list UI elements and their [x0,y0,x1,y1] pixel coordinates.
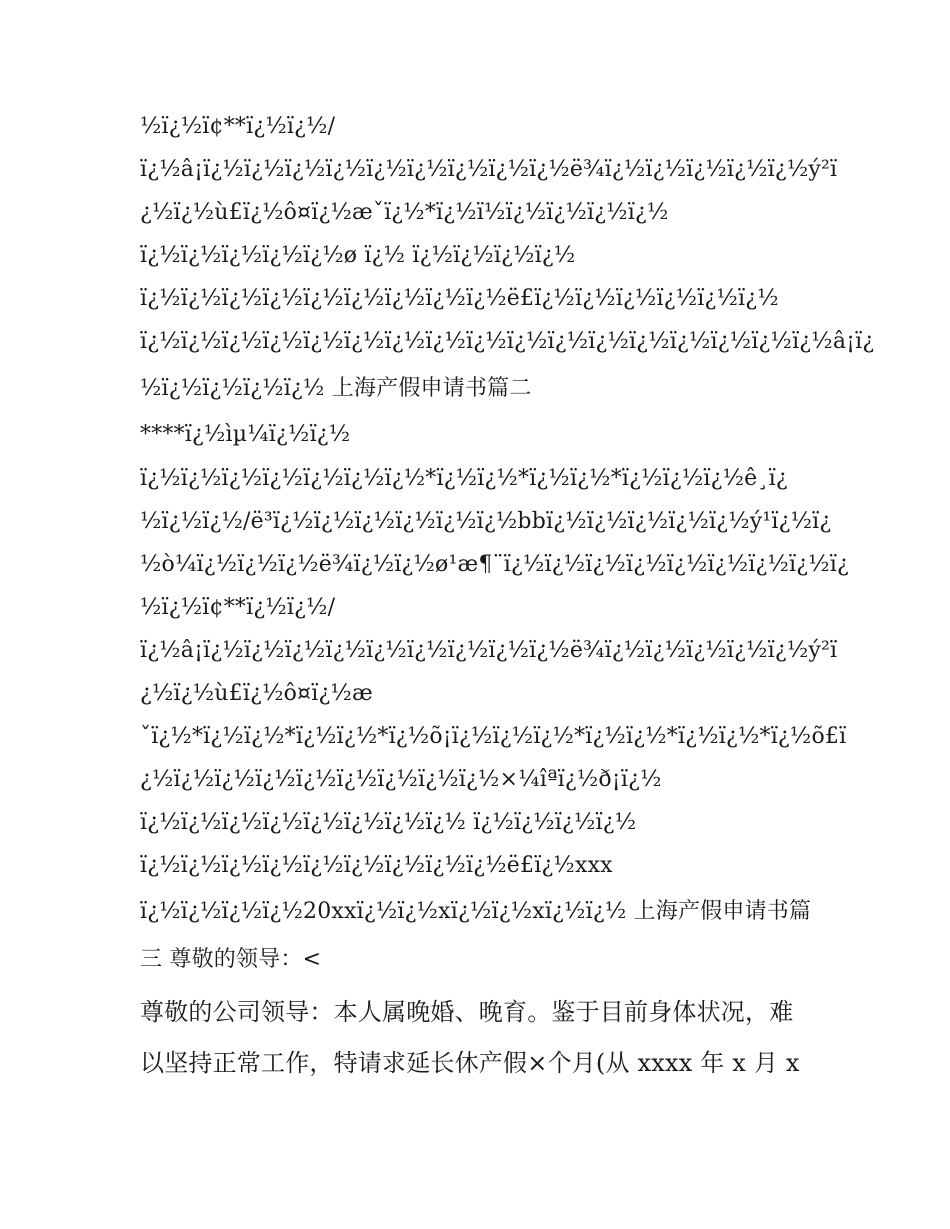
text-line: ï¿½â¡ï¿½ï¿½ï¿½ï¿½ï¿½ï¿½ï¿½ï¿½ï¿½ë¾ï¿½ï¿½ï¿½ï¿½ï¿½ý²ï [140,157,838,182]
text-line: ˇï¿½*ï¿½ï¿½*ï¿½ï¿½*ï¿½õ¡ï¿½ï¿½ï¿½*ï¿½ï¿½*ï¿½ï¿½*ï¿½õ£ï [140,724,847,749]
text-line: ¿½ï¿½ù£ï¿½ô¤ï¿½æˇï¿½*ï¿½ï½ï¿½ï¿½ï¿½ï¿½ [140,200,669,225]
text-line: ½ò¼ï¿½ï¿½ï¿½ë¾ï¿½ï¿½ø¹æ¶¨ï¿½ï¿½ï¿½ï¿½ï¿½ï¿½ï¿½ï¿½ï¿ [140,552,850,577]
text-line: ï¿½ï¿½ï¿½ï¿½ï¿½ï¿½ï¿½ï¿½ ï¿½ï¿½ï¿½ï¿½ [140,810,637,835]
text-line: 三 尊敬的领导：< [140,947,322,972]
text-line: ï¿½ï¿½ï¿½ï¿½ï¿½ï¿½ï¿½ï¿½ï¿½ë£ï¿½ï¿½ï¿½ï¿½ï¿½ï¿½ [140,286,779,311]
text-line: 尊敬的公司领导：本人属晚婚、晚育。鉴于目前身体状况，难 [140,998,794,1026]
text-line: ï¿½ï¿½ï¿½ï¿½20xxï¿½ï¿½xï¿½ï¿½xï¿½ï¿½ 上海产假申请书篇 [140,899,812,924]
text-line: ï¿½ï¿½ï¿½ï¿½ï¿½ï¿½ï¿½ï¿½ï¿½ï¿½ï¿½ï¿½ï¿½ï¿½ï¿½ï¿½ï¿½â¡ï¿ [140,329,875,354]
text-line: ****ï¿½ìµ¼ï¿½ï¿½ [140,422,351,447]
text-line: ï¿½ï¿½ï¿½ï¿½ï¿½ï¿½ï¿½ï¿½ï¿½ë£ï¿½xxx [140,853,613,878]
text-line: ï¿½ï¿½ï¿½ï¿½ï¿½ø ï¿½ ï¿½ï¿½ï¿½ï¿½ [140,243,576,268]
text-line: 以坚持正常工作，特请求延长休产假×个月(从 xxxx 年 x 月 x [140,1049,800,1077]
text-line: ï¿½ï¿½ï¿½ï¿½ï¿½ï¿½ï¿½*ï¿½ï¿½*ï¿½ï¿½*ï¿½ï¿½ï¿½ê¸ï¿ [140,466,788,491]
text-line: ¿½ï¿½ù£ï¿½ô¤ï¿½æ [140,681,373,706]
text-line: ï¿½â¡ï¿½ï¿½ï¿½ï¿½ï¿½ï¿½ï¿½ï¿½ï¿½ë¾ï¿½ï¿½ï¿½ï¿½ï¿½ý²ï [140,638,838,663]
text-line: ½ï¿½ï¢**ï¿½ï¿½/ [140,595,336,620]
text-line: ¿½ï¿½ï¿½ï¿½ï¿½ï¿½ï¿½ï¿½ï¿½×¼îªï¿½ð¡ï¿½ [140,767,662,792]
text-line: ½ï¿½ï¿½/ë³ï¿½ï¿½ï¿½ï¿½ï¿½ï¿½bbï¿½ï¿½ï¿½ï¿½ï¿½ý¹ï¿½ï¿ [140,509,832,534]
text-line: ½ï¿½ï¿½ï¿½ï¿½ 上海产假申请书篇二 [140,376,532,401]
text-line: ½ï¿½ï¢**ï¿½ï¿½/ [140,114,336,139]
